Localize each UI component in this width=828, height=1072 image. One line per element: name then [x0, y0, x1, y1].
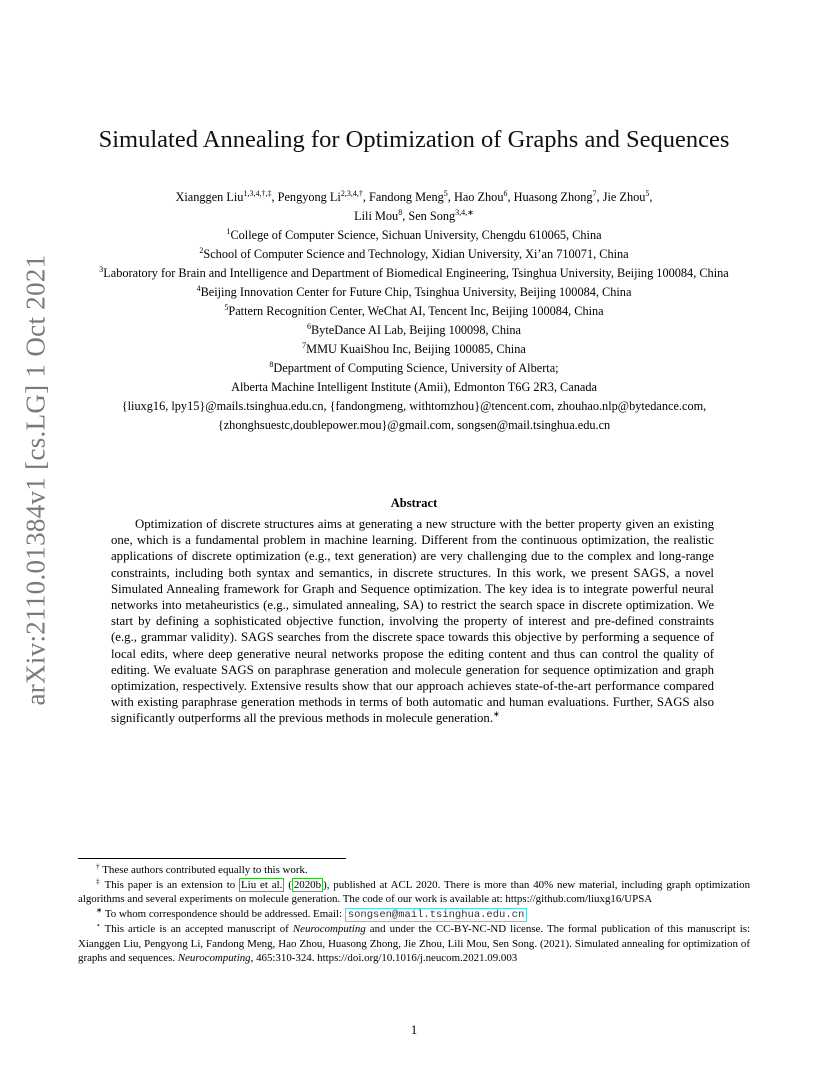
affiliation-number: 3: [99, 264, 104, 274]
author-affil-sup: 3,4,∗: [455, 207, 474, 217]
affiliation-number: 4: [196, 283, 201, 293]
affiliation-number: 6: [306, 321, 311, 331]
footnote-text: and under the CC-BY-NC-ND license. The formal publication of this manuscript is: Xianggen Liu, Pengyong Li, Fandong Meng, Hao Zhou, Huasong Zhong, Jie Zhou, Lili Mou, Sen Song. (2021). Simulated annealing for optimization of graphs and sequences.: [78, 923, 751, 964]
author-name: Xianggen Liu: [175, 190, 244, 204]
affiliation-text: Pattern Recognition Center, WeChat AI, Tencent Inc, Beijing 100084, China: [228, 304, 604, 318]
arxiv-sidebar-identifier: [14, 254, 58, 706]
abstract-heading: Abstract: [390, 496, 438, 510]
affiliation-number: 2: [199, 245, 204, 255]
author-name: Lili Mou: [354, 209, 399, 223]
author-affil-sup: 5: [443, 188, 448, 198]
affiliation-text: College of Computer Science, Sichuan University, Chengdu 610065, China: [230, 228, 602, 242]
author-name: Jie Zhou: [602, 190, 646, 204]
author-line-2: Lili Mou$^8$, Sen Song$^{3,4,∗}$: [354, 207, 474, 223]
citation-link-author[interactable]: Liu et al.: [241, 878, 283, 891]
journal-name: Neurocomputing: [177, 952, 251, 964]
abstract-text: Optimization of discrete structures aims at generating a new structure with the better property given an existing one, which is a fundamental problem in machine learning. Different from the continuous optimization, the realistic applications of discrete optimization (e.g., text generation) are very challenging due to the complex and long-range constraints, including both syntax and semantics, in discrete structures. In this work, we present SAGS, a novel Simulated Annealing framework for Graph and Sequence optimization. The key idea is to integrate powerful neural networks into metaheuristics (e.g., simulated annealing, SA) to restrict the search space in discrete optimization. We start by defining a sophisticated objective function, involving the property of interest and pre-defined constraints (e.g., grammar validity). SAGS searches from the discrete space towards this objective by performing a sequence of local edits, where deep generative neural networks propose the editing content and thus can control the quality of editing. We evaluate SAGS on paraphrase generation and molecule generation for sequence optimization and graph optimization, respectively. Extensive results show that our approach achieves state-of-the-art performance compared with existing paraphrase generation methods in terms of both automatic and human evaluations. Further, SAGS also significantly outperforms all the previous methods in molecule generation.: [111, 517, 714, 726]
email-line: {zhonghsuestc,doublepower.mou}@gmail.com, songsen@mail.tsinghua.edu.cn: [217, 418, 611, 432]
footnote-text: This article is an accepted manuscript of: [104, 923, 293, 935]
affiliation: [60, 340, 768, 359]
affiliation-text: Beijing Innovation Center for Future Chip, Tsinghua University, Beijing 100084, China: [200, 285, 632, 299]
affiliation-text: Department of Computing Science, University of Alberta;: [273, 361, 559, 375]
footnote-text: To whom correspondence should be addressed. Email:: [104, 907, 345, 920]
affiliation: [60, 302, 768, 321]
author-affil-sup: 6: [503, 188, 508, 198]
author-affil-sup: 7: [592, 188, 597, 198]
footnote-mark: ⋆: [96, 920, 101, 930]
affiliation-number: 7: [302, 340, 307, 350]
footnote-license: [78, 922, 750, 966]
affiliation-text: School of Computer Science and Technology, Xidian University, Xi’an 710071, China: [203, 247, 629, 261]
affiliation-text: Laboratory for Brain and Intelligence and Department of Biomedical Engineering, Tsinghua University, Beijing 100084, China: [103, 266, 729, 280]
author-affil-sup: 5: [645, 188, 650, 198]
affiliation: [60, 359, 768, 378]
affiliation-number: 5: [224, 302, 229, 312]
affiliation: [60, 283, 768, 302]
footnote-text: This paper is an extension to: [104, 878, 240, 891]
author-block: [60, 188, 768, 435]
affiliation: [60, 264, 768, 283]
footnotes: [78, 863, 750, 966]
affiliation-number: 1: [226, 226, 231, 236]
footnote-text: , published at ACL 2020. There is more than 40% new material, including graph optimization algorithms and several experiments on molecule generation. The code of our work is available at: https://github.com/liuxg16/UPSA: [78, 878, 751, 905]
affiliation: [60, 226, 768, 245]
author-line-1: Xianggen Liu$^{1,3,4,\dagger,\ddagger}$, Pengyong $Li^{2,3,4,\dagger}$, Fandong Meng$^5$, Hao Zhou$^6$, Huasong Zhong$^7$, Jie Zhou$^5$,: [175, 188, 653, 204]
author-name: Huasong Zhong: [513, 190, 593, 204]
footnote-equal-contribution: [78, 863, 750, 878]
email-line: {liuxg16, lpy15}@mails.tsinghua.edu.cn, {fandongmeng, withtomzhou}@tencent.com, zhouhao.nlp@bytedance.com,: [121, 399, 707, 413]
journal-name: Neurocomputing: [292, 923, 366, 935]
author-name: Fandong Meng: [368, 190, 444, 204]
affiliation-continued: Alberta Machine Intelligent Institute (Amii), Edmonton T6G 2R3, Canada: [231, 380, 597, 394]
footnote-mark: ∗: [96, 904, 103, 914]
page-number: 1: [410, 1022, 418, 1037]
affiliation-number: 8: [269, 359, 274, 369]
arxiv-id-text: arXiv:2110.01384v1 [cs.LG] 1 Oct 2021: [20, 254, 51, 706]
author-name: Hao Zhou: [453, 190, 504, 204]
footnote-extension: ‡ This paper is an extension to Liu et al. ( 2020b ), published at ACL 2020. There is more than 40% new material, including graph optimization algorithms and several experiments on molecule generation. The code of our work is available at: https://github.com/liuxg16/UPSA: [78, 875, 751, 905]
footnote-text: These authors contributed equally to this work.: [102, 864, 308, 876]
author-affil-sup: 8: [398, 207, 403, 217]
paper-title: Simulated Annealing for Optimization of Graphs and Sequences: [98, 126, 730, 153]
author-affil-sup: 1,3,4,†,‡: [243, 188, 272, 198]
affiliation: [60, 321, 768, 340]
author-affil-sup: 2,3,4,†: [340, 188, 363, 198]
footnote-rule: [78, 858, 346, 859]
footnote-text: , 465:310-324. https://doi.org/10.1016/j.neucom.2021.09.003: [250, 952, 518, 964]
footnote-mark: ‡: [96, 875, 101, 885]
author-name: Pengyong Li: [277, 190, 341, 204]
affiliation-text: ByteDance AI Lab, Beijing 100098, China: [310, 323, 522, 337]
author-name: Sen Song: [408, 209, 456, 223]
footnote-mark: †: [96, 861, 100, 871]
abstract-body: [111, 516, 714, 727]
footnote-correspondence: [78, 904, 750, 923]
correspondence-email-link[interactable]: songsen@mail.tsinghua.edu.cn: [345, 908, 527, 922]
affiliation-text: MMU KuaiShou Inc, Beijing 100085, China: [306, 342, 526, 356]
citation-link-year[interactable]: 2020b: [293, 878, 322, 891]
abstract-footnote-mark: ∗: [493, 710, 500, 720]
affiliation: [60, 245, 768, 264]
